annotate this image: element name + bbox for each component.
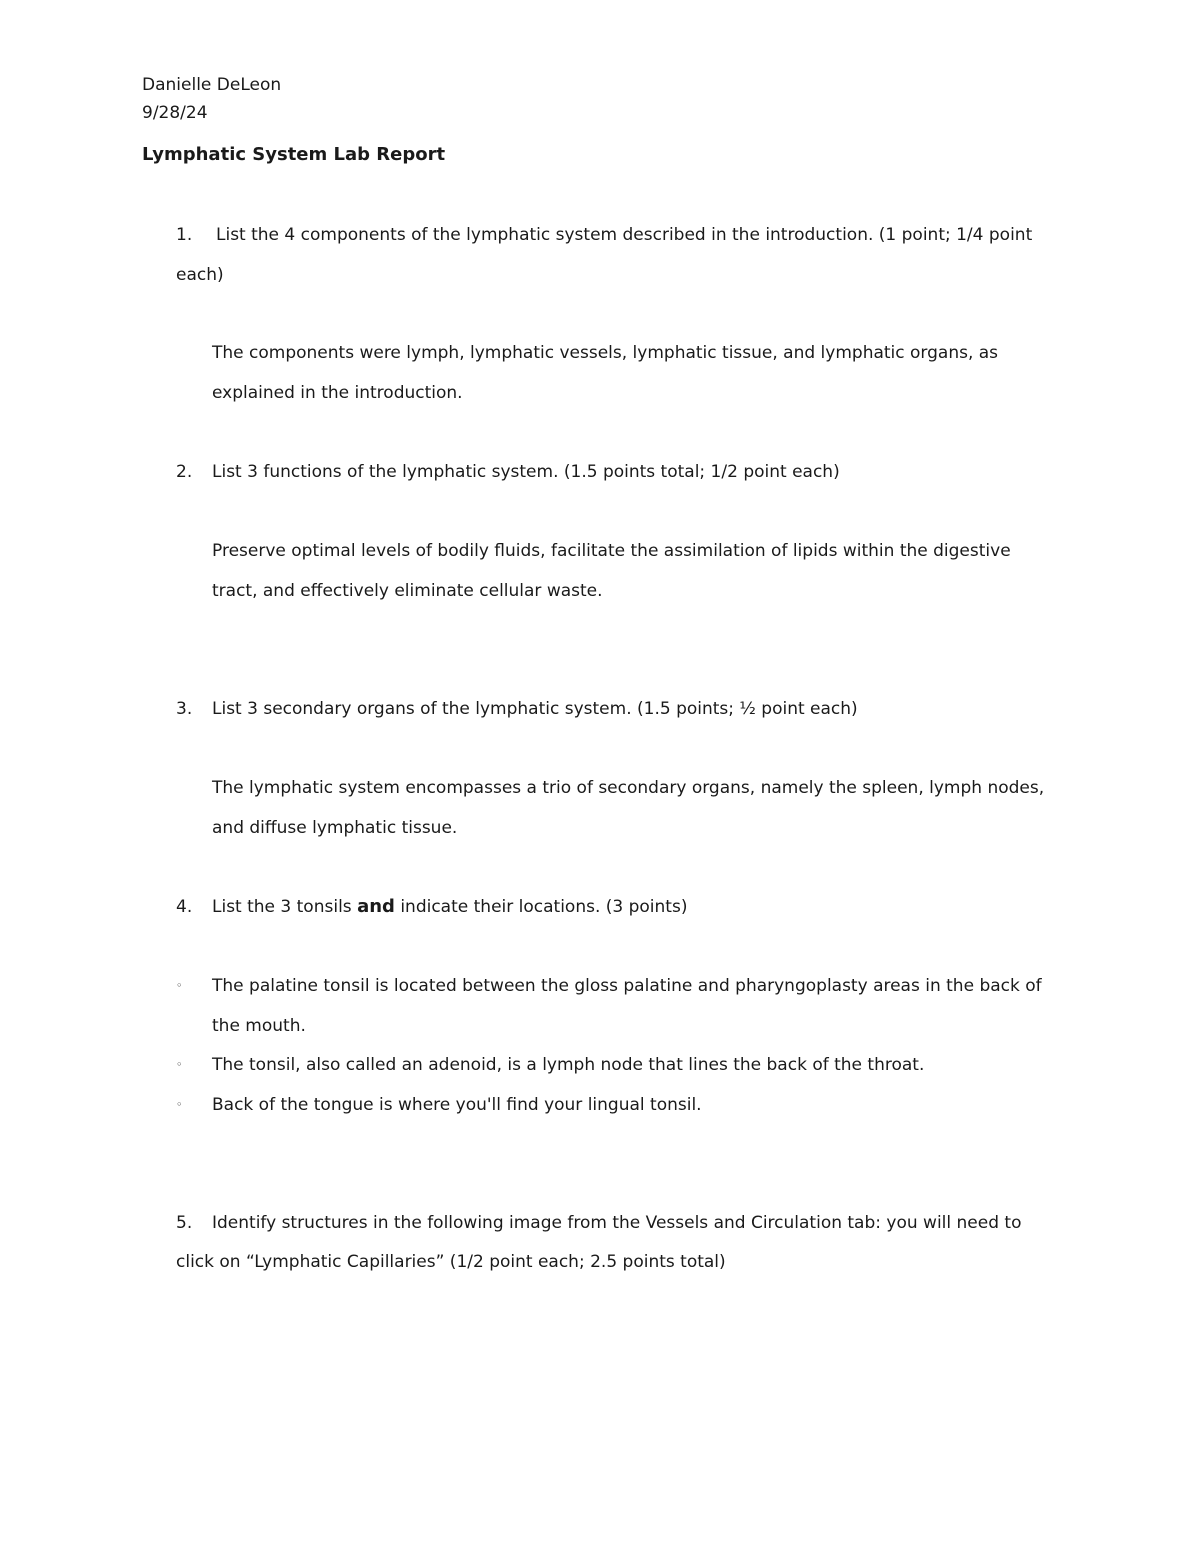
q3-answer-line1: The lymphatic system encompasses a trio of secondary organs, namely the spleen, lymph nodes, [212, 778, 1045, 798]
q4-question-pre: List the 3 tonsils [212, 897, 358, 917]
q4-question-post: indicate their locations. (3 points) [394, 897, 688, 917]
q5-number: 5. [176, 1213, 193, 1233]
q1-number: 1. [176, 225, 193, 245]
bullet-icon: ◦ [176, 1098, 183, 1111]
page-title: Lymphatic System Lab Report [142, 144, 446, 165]
q4-bullet-2-line1: The tonsil, also called an adenoid, is a lymph node that lines the back of the throat. [212, 1055, 925, 1075]
q1-question-line2: each) [176, 265, 224, 285]
q4-bullet-1-line1: The palatine tonsil is located between the gloss palatine and pharyngoplasty areas in the back of [212, 976, 1042, 996]
q3-question-line1: List 3 secondary organs of the lymphatic system. (1.5 points; ½ point each) [212, 699, 858, 719]
q2-answer-line2: tract, and effectively eliminate cellular waste. [212, 581, 603, 601]
q2-number: 2. [176, 462, 193, 482]
q3-answer-line2: and diffuse lymphatic tissue. [212, 818, 458, 838]
report-date: 9/28/24 [142, 103, 208, 123]
q4-bullet-3-line1: Back of the tongue is where you'll find your lingual tonsil. [212, 1095, 702, 1115]
q4-question-line1 [212, 896, 687, 918]
bullet-icon: ◦ [176, 979, 183, 992]
bullet-icon: ◦ [176, 1058, 183, 1071]
q5-question-line2: click on “Lymphatic Capillaries” (1/2 point each; 2.5 points total) [176, 1252, 726, 1272]
q4-question-bold: and [357, 896, 395, 917]
q4-number: 4. [176, 897, 193, 917]
q1-answer-line2: explained in the introduction. [212, 383, 463, 403]
q1-answer-line1: The components were lymph, lymphatic vessels, lymphatic tissue, and lymphatic organs, as [212, 343, 999, 363]
q2-question-line1: List 3 functions of the lymphatic system. (1.5 points total; 1/2 point each) [212, 462, 840, 482]
q5-question-line1: Identify structures in the following image from the Vessels and Circulation tab: you will need to [212, 1213, 1022, 1233]
q3-number: 3. [176, 699, 193, 719]
author-name: Danielle DeLeon [142, 75, 282, 95]
q2-answer-line1: Preserve optimal levels of bodily fluids, facilitate the assimilation of lipids within the digestive [212, 541, 1011, 561]
q4-bullet-1-line2: the mouth. [212, 1016, 306, 1036]
q1-question-line1: List the 4 components of the lymphatic system described in the introduction. (1 point; 1/4 point [216, 225, 1033, 245]
